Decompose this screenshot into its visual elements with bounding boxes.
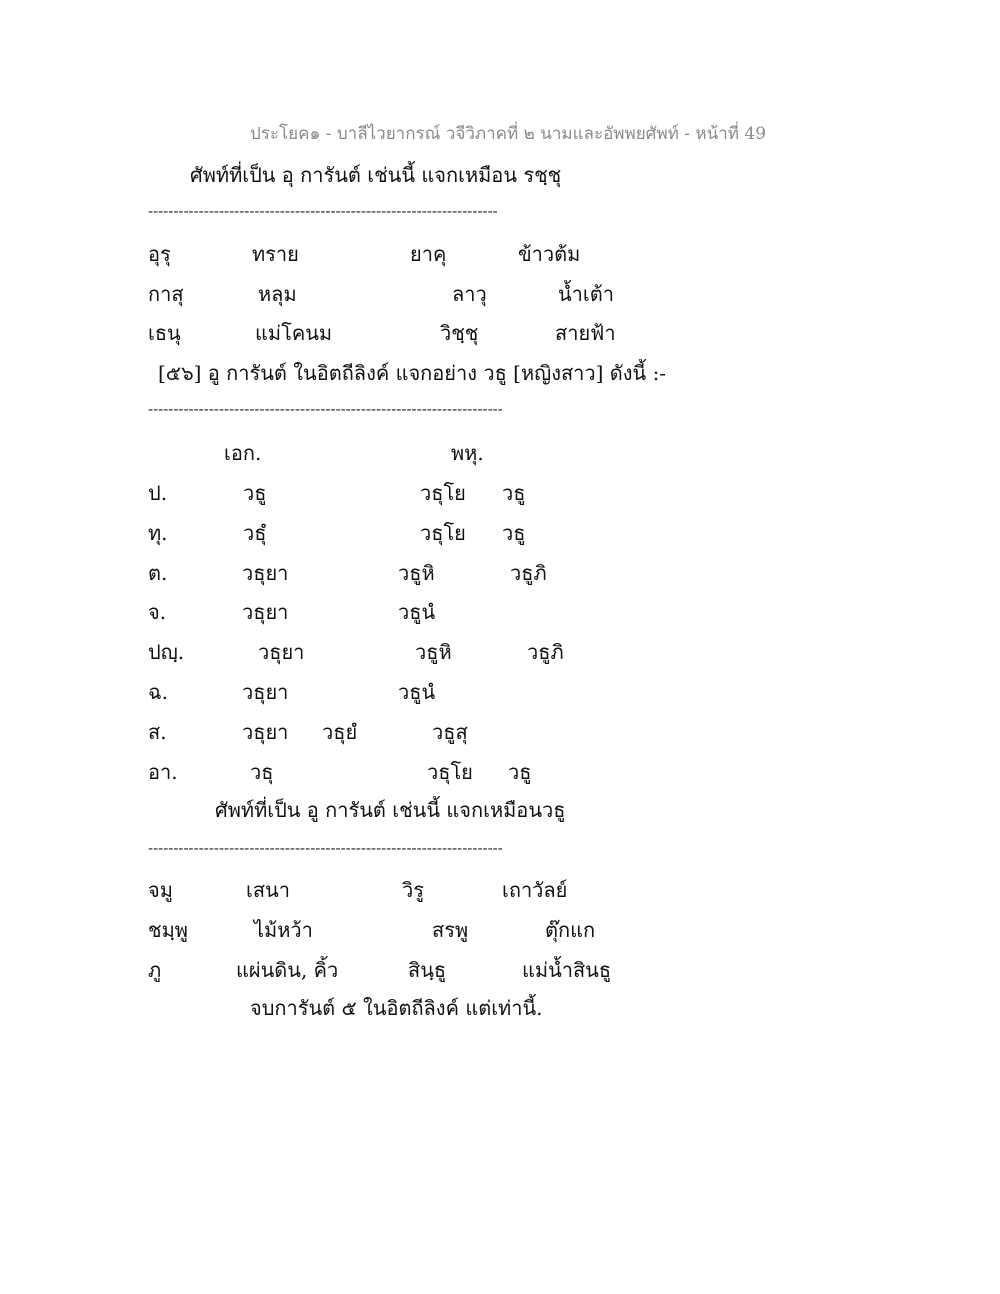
plural-form: วธูนํ [398, 600, 436, 624]
singular-form-alt: วธุยํ [322, 720, 358, 744]
plural-form: วธูหิ [398, 561, 435, 585]
vocab-word: สินฺธู [408, 958, 447, 982]
section2-divider: ---------------------------------------------------------------------- [148, 402, 503, 417]
section1-divider: --------------------------------------------------------------------- [148, 204, 498, 219]
case-label: ป. [148, 481, 168, 505]
singular-form: วธุํ [243, 521, 267, 545]
case-label: ฉ. [148, 680, 168, 704]
vocab-meaning: หลุม [258, 282, 297, 306]
vocab-meaning: สายฟ้า [555, 321, 616, 345]
singular-form: วธุยา [242, 561, 289, 585]
plural-form-alt: วธู [508, 760, 532, 784]
vocab-meaning: แม่น้ำสินธู [522, 958, 612, 982]
vocab-word: ภู [148, 958, 162, 982]
vocab-meaning: เสนา [246, 878, 290, 902]
vocab-word: กาสุ [148, 282, 184, 306]
vocab-word: ลาวุ [452, 282, 487, 306]
vocab-meaning: ตุ๊กแก [545, 918, 596, 942]
case-label: ทุ. [148, 521, 168, 545]
case-label: อา. [148, 760, 178, 784]
singular-form: วธุยา [258, 640, 305, 664]
vocab-meaning: เถาวัลย์ [502, 878, 568, 902]
singular-form: วธุยา [242, 600, 289, 624]
vocab-word: วิรู [402, 878, 424, 902]
column-header-singular: เอก. [224, 441, 262, 465]
vocab-meaning: แม่โคนม [255, 321, 333, 345]
section3-closing: จบการันต์ ๕ ในอิตถีลิงค์ แต่เท่านี้. [250, 996, 543, 1020]
plural-form: วธุโย [427, 760, 473, 784]
plural-form: วธุโย [420, 481, 466, 505]
vocab-meaning: ทราย [252, 242, 299, 266]
vocab-word: ชมฺพู [148, 918, 188, 942]
singular-form: วธุยา [242, 680, 289, 704]
case-label: ส. [148, 720, 167, 744]
vocab-meaning: แผ่นดิน, คิ้ว [236, 958, 339, 982]
vocab-word: เธนุ [148, 321, 181, 345]
section3-divider: ---------------------------------------------------------------------- [148, 841, 503, 856]
section1-intro: ศัพท์ที่เป็น อุ การันต์ เช่นนี้ แจกเหมือน รชฺชุ [190, 163, 562, 187]
plural-form-alt: วธูภิ [527, 640, 564, 664]
singular-form: วธุยา [242, 720, 289, 744]
section2-heading: [๕๖] อู การันต์ ในอิตถีลิงค์ แจกอย่าง วธู [หญิงสาว] ดังนี้ :- [158, 361, 667, 385]
singular-form: วธุ [250, 760, 274, 784]
plural-form-alt: วธู [502, 481, 526, 505]
column-header-plural: พหุ. [451, 441, 484, 465]
case-label: จ. [148, 600, 167, 624]
plural-form: วธูหิ [415, 640, 452, 664]
vocab-word: จมู [148, 878, 173, 902]
plural-form: วธุโย [420, 521, 466, 545]
vocab-meaning: ข้าวต้ม [518, 242, 581, 266]
vocab-word: อุรุ [148, 242, 171, 266]
section3-intro: ศัพท์ที่เป็น อู การันต์ เช่นนี้ แจกเหมือนวธู [215, 798, 566, 822]
vocab-word: ยาคุ [410, 242, 447, 266]
singular-form: วธู [243, 481, 267, 505]
page-header: ประโยค๑ - บาลีไวยากรณ์ วจีวิภาคที่ ๒ นามและอัพพยศัพท์ - หน้าที่ 49 [250, 124, 767, 144]
plural-form: วธูนํ [398, 680, 436, 704]
plural-form-alt: วธูภิ [510, 561, 547, 585]
vocab-meaning: ไม้หว้า [254, 918, 313, 942]
case-label: ปญฺ. [148, 640, 185, 664]
vocab-word: วิชฺชุ [440, 321, 479, 345]
vocab-word: สรพู [432, 918, 469, 942]
plural-form-alt: วธู [502, 521, 526, 545]
case-label: ต. [148, 561, 168, 585]
vocab-meaning: น้ำเต้า [558, 282, 614, 306]
plural-form: วธูสุ [432, 720, 468, 744]
